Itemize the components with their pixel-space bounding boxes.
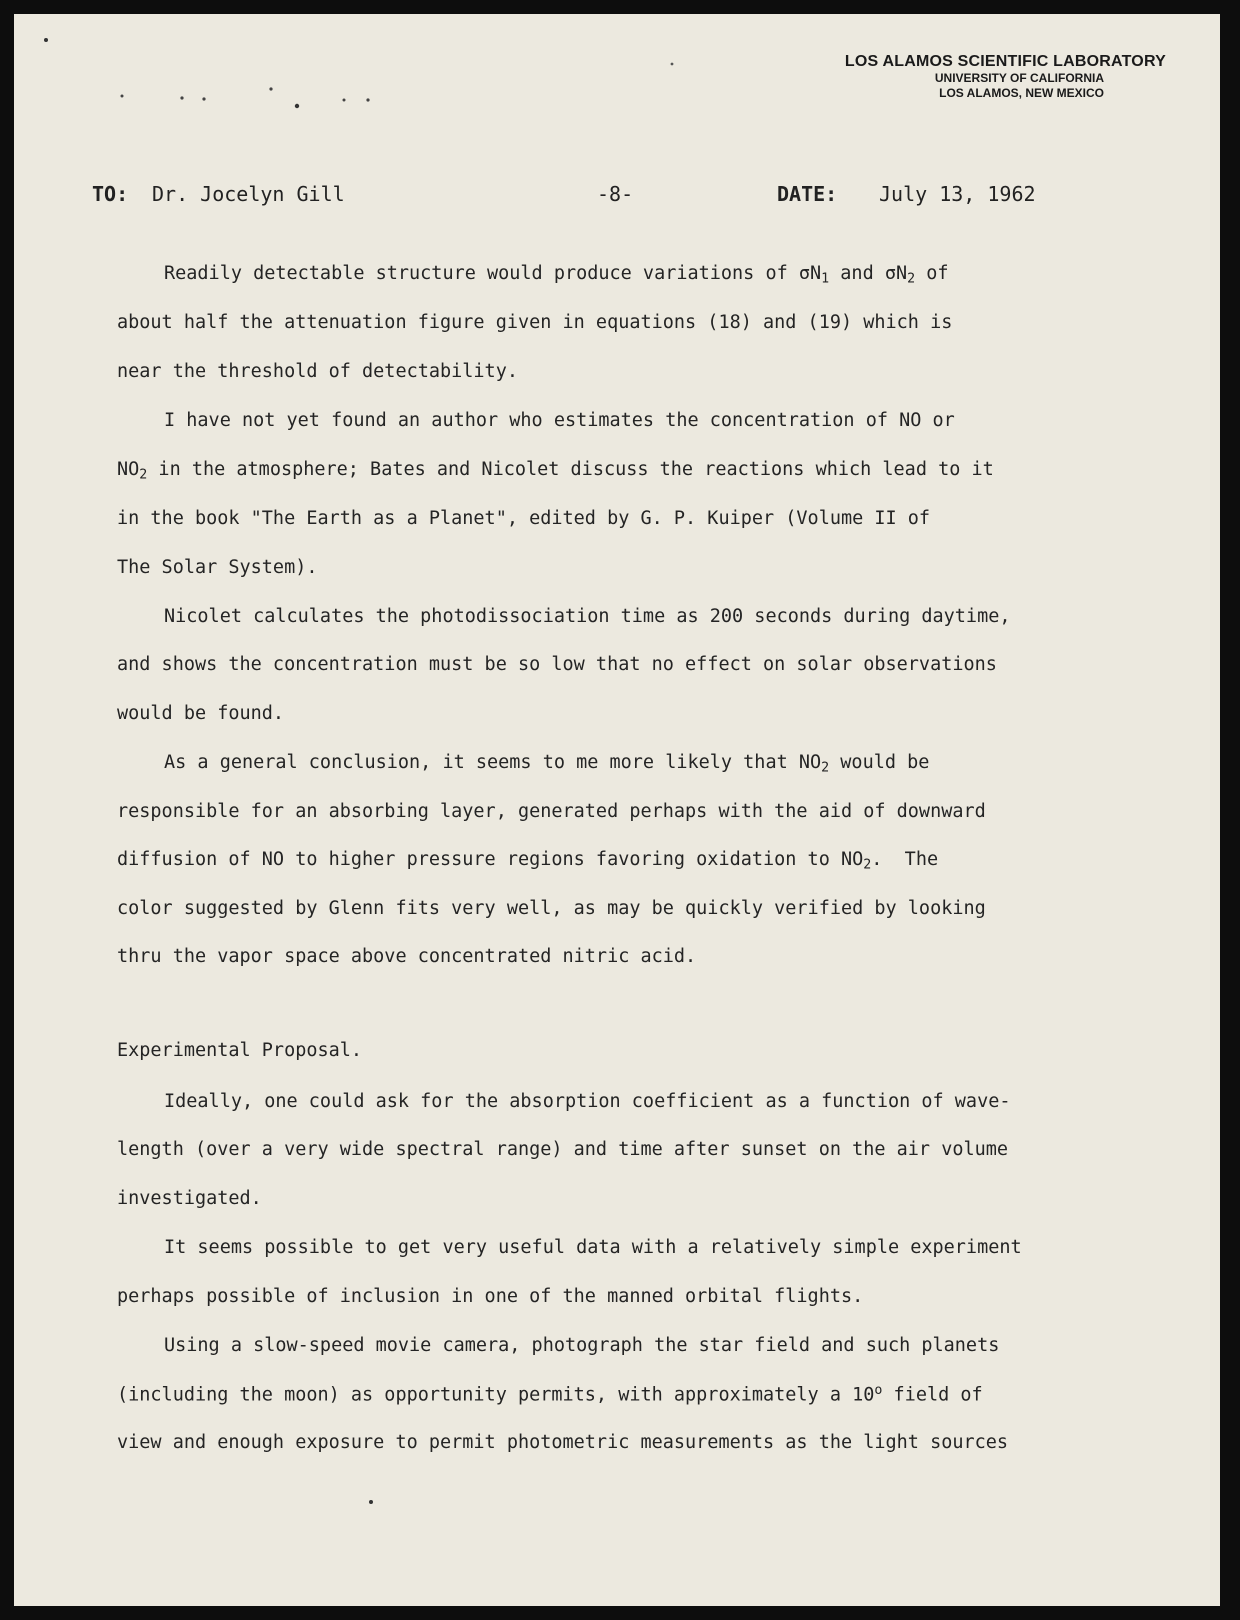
degree-mark: o [874, 1383, 883, 1398]
text-line: in the book "The Earth as a Planet", edited by G. P. Kuiper (Volume II of [117, 508, 931, 529]
text-line: near the threshold of detectability. [117, 361, 518, 382]
subscript: 2 [863, 857, 872, 873]
text-line: As a general conclusion, it seems to me more likely that $NO_2$ would be [164, 752, 930, 776]
letterhead-university: UNIVERSITY OF CALIFORNIA [934, 71, 1104, 86]
text-line: $NO_2$ in the atmosphere; Bates and Nicolet discuss the reactions which lead to it [117, 459, 994, 483]
subscript: 2 [139, 467, 148, 483]
text-line: (including the moon) as opportunity permits, with approximately a 10$^o$ field of [117, 1383, 983, 1406]
text-line: perhaps possible of inclusion in one of the manned orbital flights. [117, 1286, 864, 1307]
text-line: color suggested by Glenn fits very well, as may be quickly verified by looking [117, 898, 986, 919]
to-label: TO: [92, 182, 129, 206]
text-line: about half the attenuation figure given in equations (18) and (19) which is [117, 312, 953, 333]
page-number: -8- [597, 182, 634, 206]
text-line: and shows the concentration must be so low that no effect on solar observations [117, 654, 997, 675]
subscript: 2 [821, 760, 830, 776]
text-line: diffusion of NO to higher pressure regions favoring oxidation to $NO_2$. The [117, 849, 939, 873]
text-line: would be found. [117, 703, 285, 724]
subscript: 1 [821, 271, 830, 287]
section-heading: Experimental Proposal. [117, 1040, 363, 1061]
text-line: Ideally, one could ask for the absorption coefficient as a function of wave- [164, 1091, 1011, 1112]
document-page [14, 14, 1220, 1606]
text-line: Nicolet calculates the photodissociation time as 200 seconds during daytime, [164, 606, 1011, 627]
to-recipient: Dr. Jocelyn Gill [152, 182, 345, 206]
memo-header [92, 182, 1092, 212]
text-line: Using a slow-speed movie camera, photograph the star field and such planets [164, 1335, 1000, 1356]
text-line: The Solar System). [117, 557, 318, 578]
text-line: It seems possible to get very useful data with a relatively simple experiment [164, 1237, 1022, 1258]
letterhead [845, 52, 1166, 100]
text-line: length (over a very wide spectral range) and time after sunset on the air volume [117, 1139, 1009, 1160]
text-line: thru the vapor space above concentrated nitric acid. [117, 946, 697, 967]
text-line: responsible for an absorbing layer, generated perhaps with the aid of downward [117, 801, 986, 822]
date-label: DATE: [777, 182, 838, 206]
letterhead-location: LOS ALAMOS, NEW MEXICO [939, 85, 1104, 100]
text-line: investigated. [117, 1188, 262, 1209]
subscript: 2 [907, 271, 916, 287]
text-line: Readily detectable structure would produce variations of $\sigma N_1$ and $\sigma N_2$ of [164, 263, 949, 287]
text-line: I have not yet found an author who estimates the concentration of NO or [164, 410, 955, 431]
letterhead-org: LOS ALAMOS SCIENTIFIC LABORATORY [844, 53, 1166, 70]
text-line: view and enough exposure to permit photometric measurements as the light sources [117, 1432, 1009, 1453]
date-value: July 13, 1962 [879, 182, 1036, 206]
